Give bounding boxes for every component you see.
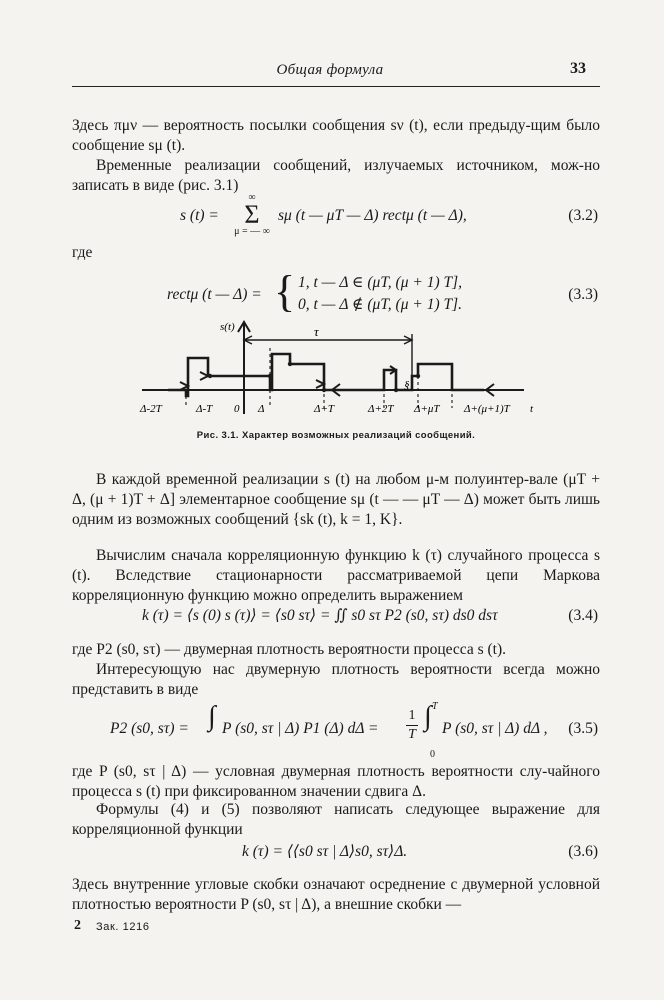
integral-lower-limit: 0 <box>430 749 435 760</box>
eq-3-2-lhs: s (t) = <box>180 207 219 224</box>
eq-3-2-number: (3.2) <box>568 207 598 224</box>
eq-3-3-number: (3.3) <box>568 286 598 303</box>
figure-3-1 <box>128 318 548 426</box>
paragraph-5: где P2 (s0, sτ) — двумерная плотность вероятности процесса s (t). <box>72 641 506 658</box>
integral-upper-limit: T <box>432 701 438 712</box>
eq-3-5-number: (3.5) <box>568 720 598 737</box>
footer-sheet-number: 2 <box>74 918 81 933</box>
eq-3-5-part-1: P (s0, sτ | Δ) P1 (Δ) dΔ = <box>222 720 379 737</box>
paragraph-4: Вычислим сначала корреляционную функцию k (τ) случайного процесса s (t). Вследствие стационарности рассматриваемой цепи Маркова корреляционную функцию можно определить выражением <box>72 547 600 604</box>
fraction-1-over-T <box>404 708 420 743</box>
summation-sign <box>232 193 272 237</box>
paragraph-7: где P (s0, sτ | Δ) — условная двумерная плотность вероятности слу-чайного процесса s (t) при фиксированном значении сдвига Δ. <box>72 763 600 800</box>
x-label-6: Δ+2T <box>368 403 394 415</box>
frac-denominator: T <box>408 727 416 742</box>
node-dot-5 <box>394 388 398 392</box>
paragraph-3: В каждой временной реализации s (t) на любом μ-м полуинтер-вале (μT + Δ, (μ + 1)T + Δ] элементарное сообщение sμ (t — — μT — Δ) может быть лишь одним из возможных сообщений {sk (t), k = 1, K}. <box>72 471 600 528</box>
x-label-4: Δ <box>258 403 265 415</box>
cases-brace: { <box>274 267 296 316</box>
paragraph-6: Интересующую нас двумерную плотность вероятности всегда можно представить в виде <box>72 661 600 698</box>
x-label-8: Δ+(μ+1)T <box>464 403 510 415</box>
integral-sign-1: ∫ <box>208 701 216 732</box>
equation-3-6 <box>72 841 600 865</box>
node-dot-1 <box>208 374 212 378</box>
sum-symbol: Σ <box>244 200 260 229</box>
eq-3-3-case-1: 1, t — Δ ∈ (μT, (μ + 1) T], <box>298 274 463 291</box>
frac-bar <box>406 725 418 726</box>
eq-3-2-rhs: sμ (t — μT — Δ) rectμ (t — Δ), <box>278 207 467 224</box>
integral-sign-2: ∫ <box>424 701 432 732</box>
x-label-9: t <box>530 403 534 415</box>
equation-3-4 <box>72 605 600 629</box>
sum-lower-limit: μ = — ∞ <box>234 226 270 237</box>
node-dot-6 <box>416 374 420 378</box>
eq-3-6-number: (3.6) <box>568 843 598 860</box>
node-dot-2 <box>268 374 272 378</box>
paragraph-2: Временные реализации сообщений, излучаемых источником, мож-но записать в виде (рис. 3.1) <box>72 157 600 194</box>
paragraph-9: Здесь внутренние угловые скобки означают осреднение с двумерной условной плотностью вероятности P (s0, sτ | Δ), а внешние скобки — <box>72 876 600 913</box>
eq-3-5-part-2: P (s0, sτ | Δ) dΔ , <box>442 720 548 737</box>
x-label-1: Δ-2T <box>140 403 162 415</box>
eq-3-5-lhs: P2 (s0, sτ) = <box>110 720 189 737</box>
frac-numerator: 1 <box>408 708 416 723</box>
break-mark: § <box>404 379 410 391</box>
eq-3-6-body: k (τ) = ⟨⟨s0 sτ | Δ⟩s0, sτ⟩Δ. <box>242 843 408 860</box>
running-header-title: Общая формула <box>276 62 384 78</box>
equation-3-3 <box>72 267 600 318</box>
x-label-3: 0 <box>234 403 240 415</box>
node-dot-4 <box>322 388 326 392</box>
sum-upper-limit: ∞ <box>248 192 256 203</box>
node-dot-3 <box>288 362 292 366</box>
header-rule <box>72 86 600 87</box>
where-word: где <box>72 244 93 261</box>
x-label-7: Δ+μT <box>414 403 440 415</box>
paragraph-1: Здесь πμν — вероятность посылки сообщения sν (t), если предыду-щим было сообщение sμ (t). <box>72 117 600 154</box>
eq-3-4-number: (3.4) <box>568 607 598 624</box>
eq-3-4-body: k (τ) = ⟨s (0) s (τ)⟩ = ⟨s0 sτ⟩ = ∬ s0 sτ P2 (s0, sτ) ds0 dsτ <box>142 607 498 624</box>
eq-3-3-case-2: 0, t — Δ ∉ (μT, (μ + 1) T]. <box>298 296 463 313</box>
page-number: 33 <box>570 60 586 77</box>
y-axis-label: s(t) <box>220 321 235 333</box>
equation-3-2 <box>72 192 600 245</box>
figure-caption: Рис. 3.1. Характер возможных реализаций сообщений. <box>196 430 476 441</box>
eq-3-3-lhs: rectμ (t — Δ) = <box>167 286 262 303</box>
x-label-2: Δ-T <box>196 403 213 415</box>
tau-label: τ <box>314 324 319 339</box>
paragraph-8: Формулы (4) и (5) позволяют написать следующее выражение для корреляционной функции <box>72 801 600 838</box>
equation-3-5 <box>72 700 600 760</box>
footer-order-number: Зак. 1216 <box>96 921 150 933</box>
x-label-5: Δ+T <box>314 403 334 415</box>
